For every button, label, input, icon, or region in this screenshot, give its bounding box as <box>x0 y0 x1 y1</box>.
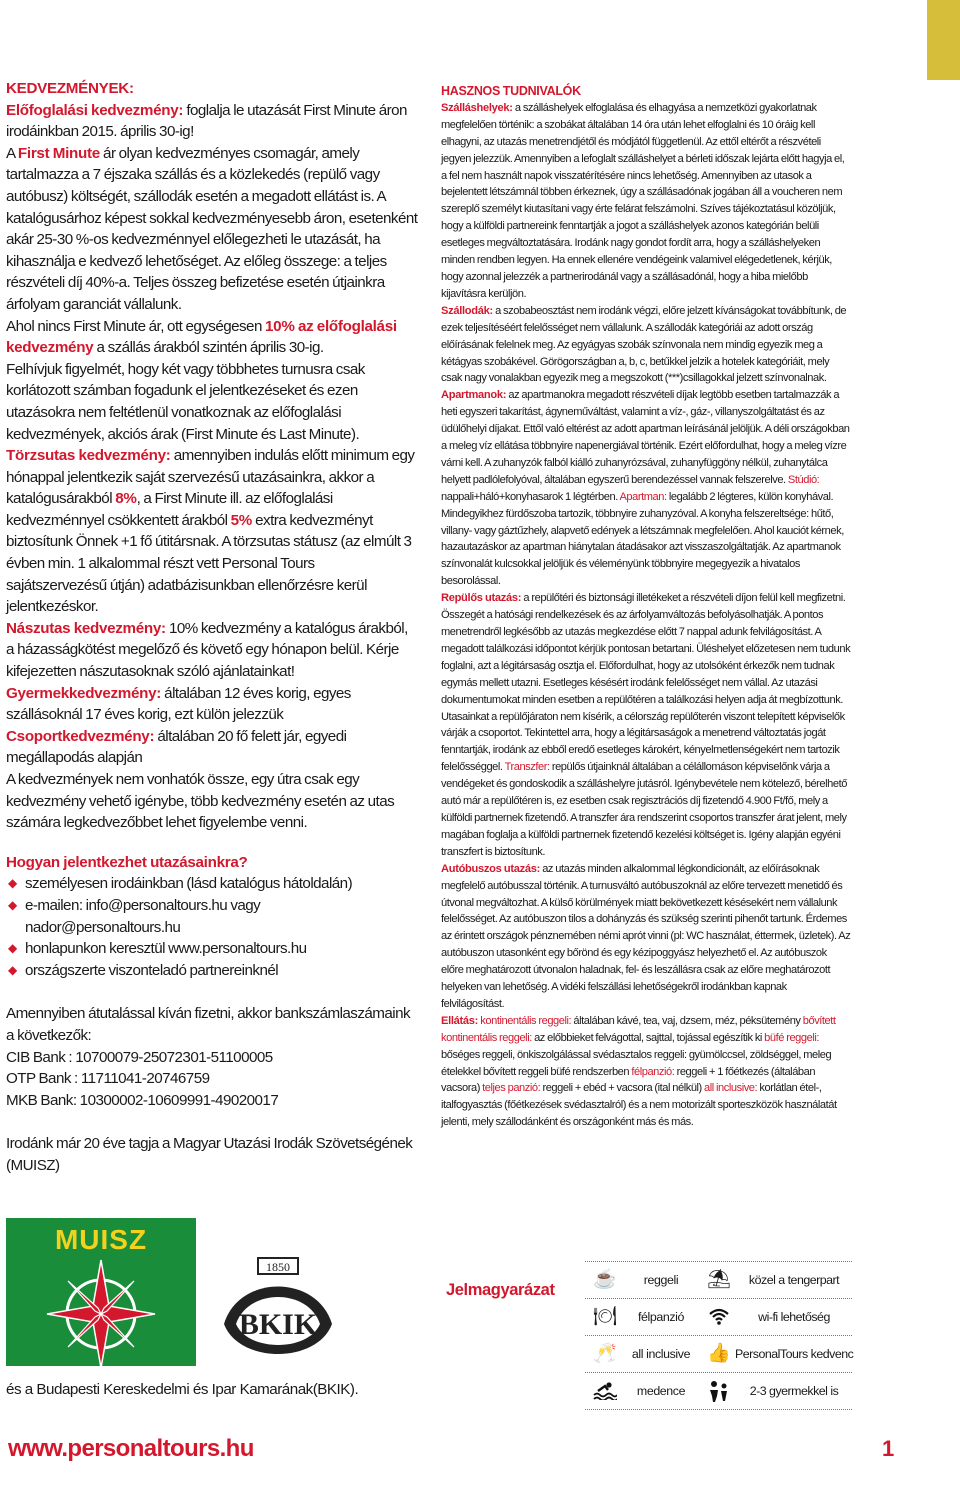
bank-account-otp: OTP Bank : 11711041-20746759 <box>6 1070 210 1088</box>
corner-tab <box>927 0 960 80</box>
website-link[interactable]: www.personaltours.hu <box>8 1435 254 1462</box>
legend-label: all inclusive <box>631 1347 691 1361</box>
honeymoon-discount: Nászutas kedvezmény: 10% kedvezmény a katalógus árakból, a házasságkötést megelőző és követő egy hónapon belül. Kérje kifejezetten nászutasoknak szóló ajánlatainkat! <box>6 619 408 681</box>
plate-cutlery-icon: 🍽 <box>593 1306 618 1327</box>
diamond-bullet-icon: ◆ <box>8 941 17 956</box>
muisz-membership: Irodánk már 20 éve tagja a Magyar Utazási Irodák Szövetségének (MUISZ) <box>6 1135 413 1174</box>
bkik-text: BKIK <box>238 1308 318 1341</box>
bkik-membership: és a Budapesti Kereskedelmi és Ipar Kamarának(BKIK). <box>6 1381 359 1398</box>
ten-percent-paragraph: Ahol nincs First Minute ár, ott egységesen 10% az előfoglalási kedvezmény a szállás árakból szintén április 30-ig. <box>6 317 397 357</box>
diamond-bullet-icon: ◆ <box>8 962 17 977</box>
children-icon <box>707 1380 731 1402</box>
hotels-section: Szállodák: a szobabeosztást nem irodánk végzi, előre jelzett kívánságokat továbbítunk, de ezek teljesítéséért felelősséget nem vállalunk. A szállodák kategóriái az adott ország előírásának felelnek meg. Az egyágyas szobák színvonala nem mindig egyezik meg a kétágyas szobákével. Görögországban a, b, c, betűkkel jelzik a hotelek kategóriáit, mely csak nagy vonalakban egyezik meg a megszokott (***)csillagokkal jelzett színvonalnak. <box>441 304 847 385</box>
discounts-title: KEDVEZMÉNYEK: <box>6 80 134 97</box>
legend-label: PersonalTours kedvenc <box>735 1347 854 1361</box>
first-minute-label: Előfoglalási kedvezmény: <box>6 101 184 119</box>
diamond-bullet-icon: ◆ <box>8 876 17 891</box>
legend-title: Jelmagyarázat <box>446 1281 555 1299</box>
coffee-cup-icon: ☕ <box>593 1269 617 1290</box>
page-number: 1 <box>882 1436 895 1461</box>
board-section: Ellátás: kontinentális reggeli: általában kávé, tea, vaj, dzsem, méz, péksütemény bővített kontinentális reggeli: az előbbieket felvágottal, sajttal, tojással egészítik ki büfé reggeli: bőséges reggeli, önkiszolgálással svédasztalos reggeli: gyümölccsel, zöldséggel, meleg ételekkel bővített reggeli büfé rendszerben félpanzió: reggeli + 1 főétkezés (általában vacsora) teljes panzió: reggeli + ebéd + vacsora (ital nélkül) all inclusive: korlátlan étel-, italfogyasztás (főétkezések svédasztalról) és a nem motorizált sporteszközök használatát jelenti, mely szállodánként és országonként más és más. <box>441 1014 837 1129</box>
first-minute-description: A First Minute ár olyan kedvezményes csomagár, amely tartalmazza a 7 éjszaka szállás és a közlekedés (repülő vagy autóbusz) költségét, szállodák esetén a megadott ellátást is. A katalógusárhoz képest sokkal kedvezményesebb áron, esetenként akár 25-30 %-os kedvezménnyel előlegezheti le utazását, ha kihasználja e kedvező lehetőséget. Az előleg összege: a teljes részvételi díj 40%-a. Teljes összeg befizetése esetén útjainkra árfolyam garanciát vállalunk. <box>6 144 418 313</box>
list-item: ◆ honlapunkon keresztül www.personaltours.hu <box>6 938 418 960</box>
list-item: ◆ személyesen irodáinkban (lásd katalógus hátoldalán) <box>6 873 418 895</box>
apply-title: Hogyan jelentkezhet utazásainkra? <box>6 853 248 871</box>
first-minute-paragraph: Előfoglalási kedvezmény: foglalja le utazását First Minute áron irodáinkban 2015. április 30-ig! <box>6 101 407 141</box>
child-discount: Gyermekkedvezmény: általában 12 éves korig, egyes szállásoknál 17 éves korig, ezt külön jelezzük <box>6 684 351 724</box>
thumbs-up-icon: 👍 <box>707 1343 731 1364</box>
legend-row <box>585 1335 852 1372</box>
bkik-year: 1850 <box>266 1260 290 1274</box>
loyalty-discount: Törzsutas kedvezmény: amennyiben indulás előtt minimum egy hónappal jelentkezik saját szervezésű utazásainkra, akkor a katalógusárakból 8%, a First Minute ill. az előfoglalási kedvezménnyel csökkentett árakból 5% extra kedvezményt biztosítunk Önnek +1 fő útitársnak. A törzsutas státusz (az elmúlt 3 évben min. 1 alkalommal részt vett Personal Tours sajátszervezésű útján) adatbázisunkban ellenőrzésre kerül jelentkezéskor. <box>6 447 415 616</box>
legend-label: közel a tengerpart <box>748 1273 840 1287</box>
legend-label: reggeli <box>643 1273 679 1287</box>
beach-umbrella-icon: ⛱ <box>707 1269 732 1290</box>
multi-week-note: Felhívjuk figyelmét, hogy két vagy többhetes turnusra csak korlátozott számban fogadunk el jelentkezéseket és ezen utazásokra nem feltétlenül vonatkoznak az előfoglalási kedvezmények, akciós árak (First Minute és Last Minute). <box>6 360 365 443</box>
discount-combination-note: A kedvezmények nem vonhatók össze, egy útra csak egy kedvezmény vehető igénybe, több kedvezmény esetén az utas számára legkedvezőbbet lehet figyelembe venni. <box>6 771 395 832</box>
bus-section: Autóbuszos utazás: az utazás minden alkalommal légkondicionált, az előírásoknak megfelelő autóbusszal történik. A turnusváltó autóbuszoknál az előre tervezett menetidő és útvonal megváltozhat. A külső körülmények miatt bekövetkezett késésekért nem vállalunk felelősséget. Az autóbuszon tilos a dohányzás és szükség szerinti pihenőt tartunk. Érdemes az érintett országok pénznemében némi aprót vinni (pl: WC használat, éttermek, üzletek). Az autóbuszon utasonként egy bőrönd és egy kézipoggyász helyezhető el. Az autóbuszok előre meghatározott útvonalon haladnak, fel- és leszállásra csak az előre meghatározott helyeken van lehetőség. A vidéki felszállási lehetőségekről irodánkban kapnak felvilágosítást. <box>441 862 851 1010</box>
accommodation-section: Szálláshelyek: a szálláshelyek elfoglalása és elhagyása a nemzetközi gyakorlatnak megfelelően történik: a szobákat általában 14 óra után lehet elfoglalni és 10 óráig kell elhagyni, az utazás menetrendjétől és módjától függetlenül. Az ettől eltérőt a részvételi jegyen jelezzük. Amennyiben a lefoglalt szálláshelyet a bérleti időszak lejárta előtt hagyja el, a fel nem használt napok visszatérítésére nincs lehetőség. Amennyiben az utasok a bejelentett létszámnál többen érkeznek, úgy a szállásadónak jogában áll a voucheren nem szereplő személyt kiutasítani vagy érte felárat felszámolni. Szíves tájékoztatásul közöljük, hogy a külföldi partnereink fenntartják a jogot a szálláshelyek azonos kategórián belüli esetleges megváltoztatására. Irodánk nagy gondot fordít arra, hogy a szálláshelyeken minden rendben legyen. Ha ennek ellenére vendégeink valamivel elégedetlenek, kérjük, hogy azonnal jelezzék a partnerirodánál vagy a szállásadónál, hogy a hiba mielőbb kijavításra kerüljön. <box>441 101 845 300</box>
bank-account-mkb: MKB Bank: 10300002-10609991-49020017 <box>6 1091 279 1109</box>
membership-logos <box>6 1218 426 1378</box>
list-item: ◆ e-mailen: info@personaltours.hu vagy nador@personaltours.hu <box>8 896 261 936</box>
useful-info-title: HASZNOS TUDNIVALÓK <box>441 84 581 98</box>
list-item: ◆ országszerte viszonteladó partnereinknél <box>6 960 418 982</box>
bank-intro: Amennyiben átutalással kíván fizetni, akkor bankszámlaszámaink a következők: <box>6 1005 411 1044</box>
diamond-bullet-icon: ◆ <box>8 897 17 912</box>
legend-label: medence <box>636 1384 686 1398</box>
wifi-icon <box>707 1306 731 1328</box>
apply-list <box>6 873 418 981</box>
legend-label: 2-3 gyermekkel is <box>749 1384 839 1398</box>
bkik-emblem-icon <box>214 1254 342 1372</box>
useful-info-column <box>441 83 851 1131</box>
legend-row <box>585 1261 852 1298</box>
legend-row <box>585 1298 852 1335</box>
wine-glasses-icon: 🥂 <box>593 1343 617 1364</box>
compass-star-icon <box>6 1218 196 1366</box>
bank-account-cib: CIB Bank : 10700079-25072301-51100005 <box>6 1048 273 1066</box>
legend-label: wi-fi lehetőség <box>758 1310 830 1324</box>
apartments-section: Apartmanok: az apartmanokra megadott részvételi díjak legtöbb esetben tartalmazzák a heti egyszeri takarítást, ágyneműváltást, valamint a víz-, gáz-, villanyszolgáltatást és az üdülőhelyi díjakat. Ettől való eltérést az adott apartman leírásánál jelöljük. A déli országokban a meleg víz ellátása többnyire napenergiával történik. Ezért előfordulhat, hogy a meleg vízre várni kell. A zuhanyzók falból kiálló zuhanyrózsával, zuhanyfüggöny nélkül, zuhanytálca helyett padlólefolyóval, általában egyszerű berendezéssel vannak felszerelve. Stúdió: nappali+háló+konyhasarok 1 légtérben. Apartman: legalább 2 légteres, külön konyhával. Mindegyikhez fürdőszoba tartozik, többnyire zuhanyzóval. A konyha felszereltsége: hűtő, villany- vagy gáztűzhely, alapvető edények a létszámnak megfelelően. Ahol kauciót kérnek, hazautazáskor az apartman hiánytalan átadásakor azt visszaszolgáltatják. Az apartmanok színvonalát kulcsokkal jelöljük és véleményünk többnyire megegyezik a hivatalos besorolással. <box>441 389 850 588</box>
bkik-logo <box>214 1254 342 1372</box>
flight-section: Repülős utazás: a repülőtéri és biztonsági illetékeket a részvételi díjon felül kell megfizetni. Összegét a hatósági rendelkezések és az árfolyamváltozás befolyásolhatják. A pontos menetrendről legkésőbb az utazás megkezdése előtt 7 nappal adunk felvilágosítást. A megadott találkozási időpontot kérjük pontosan betartani. Üléshelyet előzetesen nem tudunk foglalni, azt a légitársaság osztja el. Előfordulhat, hogy az utolsóként érkezők nem tudnak egymás mellett utazni. Esetleges késésért irodánk felelősséget nem vállal. Az utazási dokumentumokat minden esetben a repülőtéren a találkozási helyen adja át megbízottunk. Utasainkat a repülőjáraton nem kísérik, a célország repülőterén viszont telepített képviselők várják a csoportot. Tekintettel arra, hogy a légitársaságok a menetrend változtatás jogát fenntartják, irodánk az ebből eredő esetleges károkért, kényelmetlenségekért nem tartozik felelősséggel. Transzfer: repülős útjainknál általában a célállomáson képviselőnk várja a vendégeket és gondoskodik a szálláshelyre jutásról. Igénybevétele nem kötelező, bérelhető autó már a repülőtéren is, ez esetben csak regisztrációs díj fizetendő 4.900 Ft/fő, mely a külföldi partnernek fizetendő. A transzfer ára rendszerint csoportos transzfer árat jelent, mely magában foglalja a külföldi partnernek fizetendő kezelési költséget is. Igény alapján egyéni transzfert is biztosítunk. <box>441 592 851 858</box>
legend-table <box>585 1261 852 1410</box>
swimmer-icon <box>593 1380 617 1402</box>
muisz-logo: MUISZ <box>6 1218 196 1366</box>
legend-row <box>585 1372 852 1410</box>
discounts-column <box>6 78 418 1177</box>
legend-label: félpanzió <box>638 1310 684 1324</box>
group-discount: Csoportkedvezmény: általában 20 fő felett jár, egyedi megállapodás alapján <box>6 727 347 767</box>
